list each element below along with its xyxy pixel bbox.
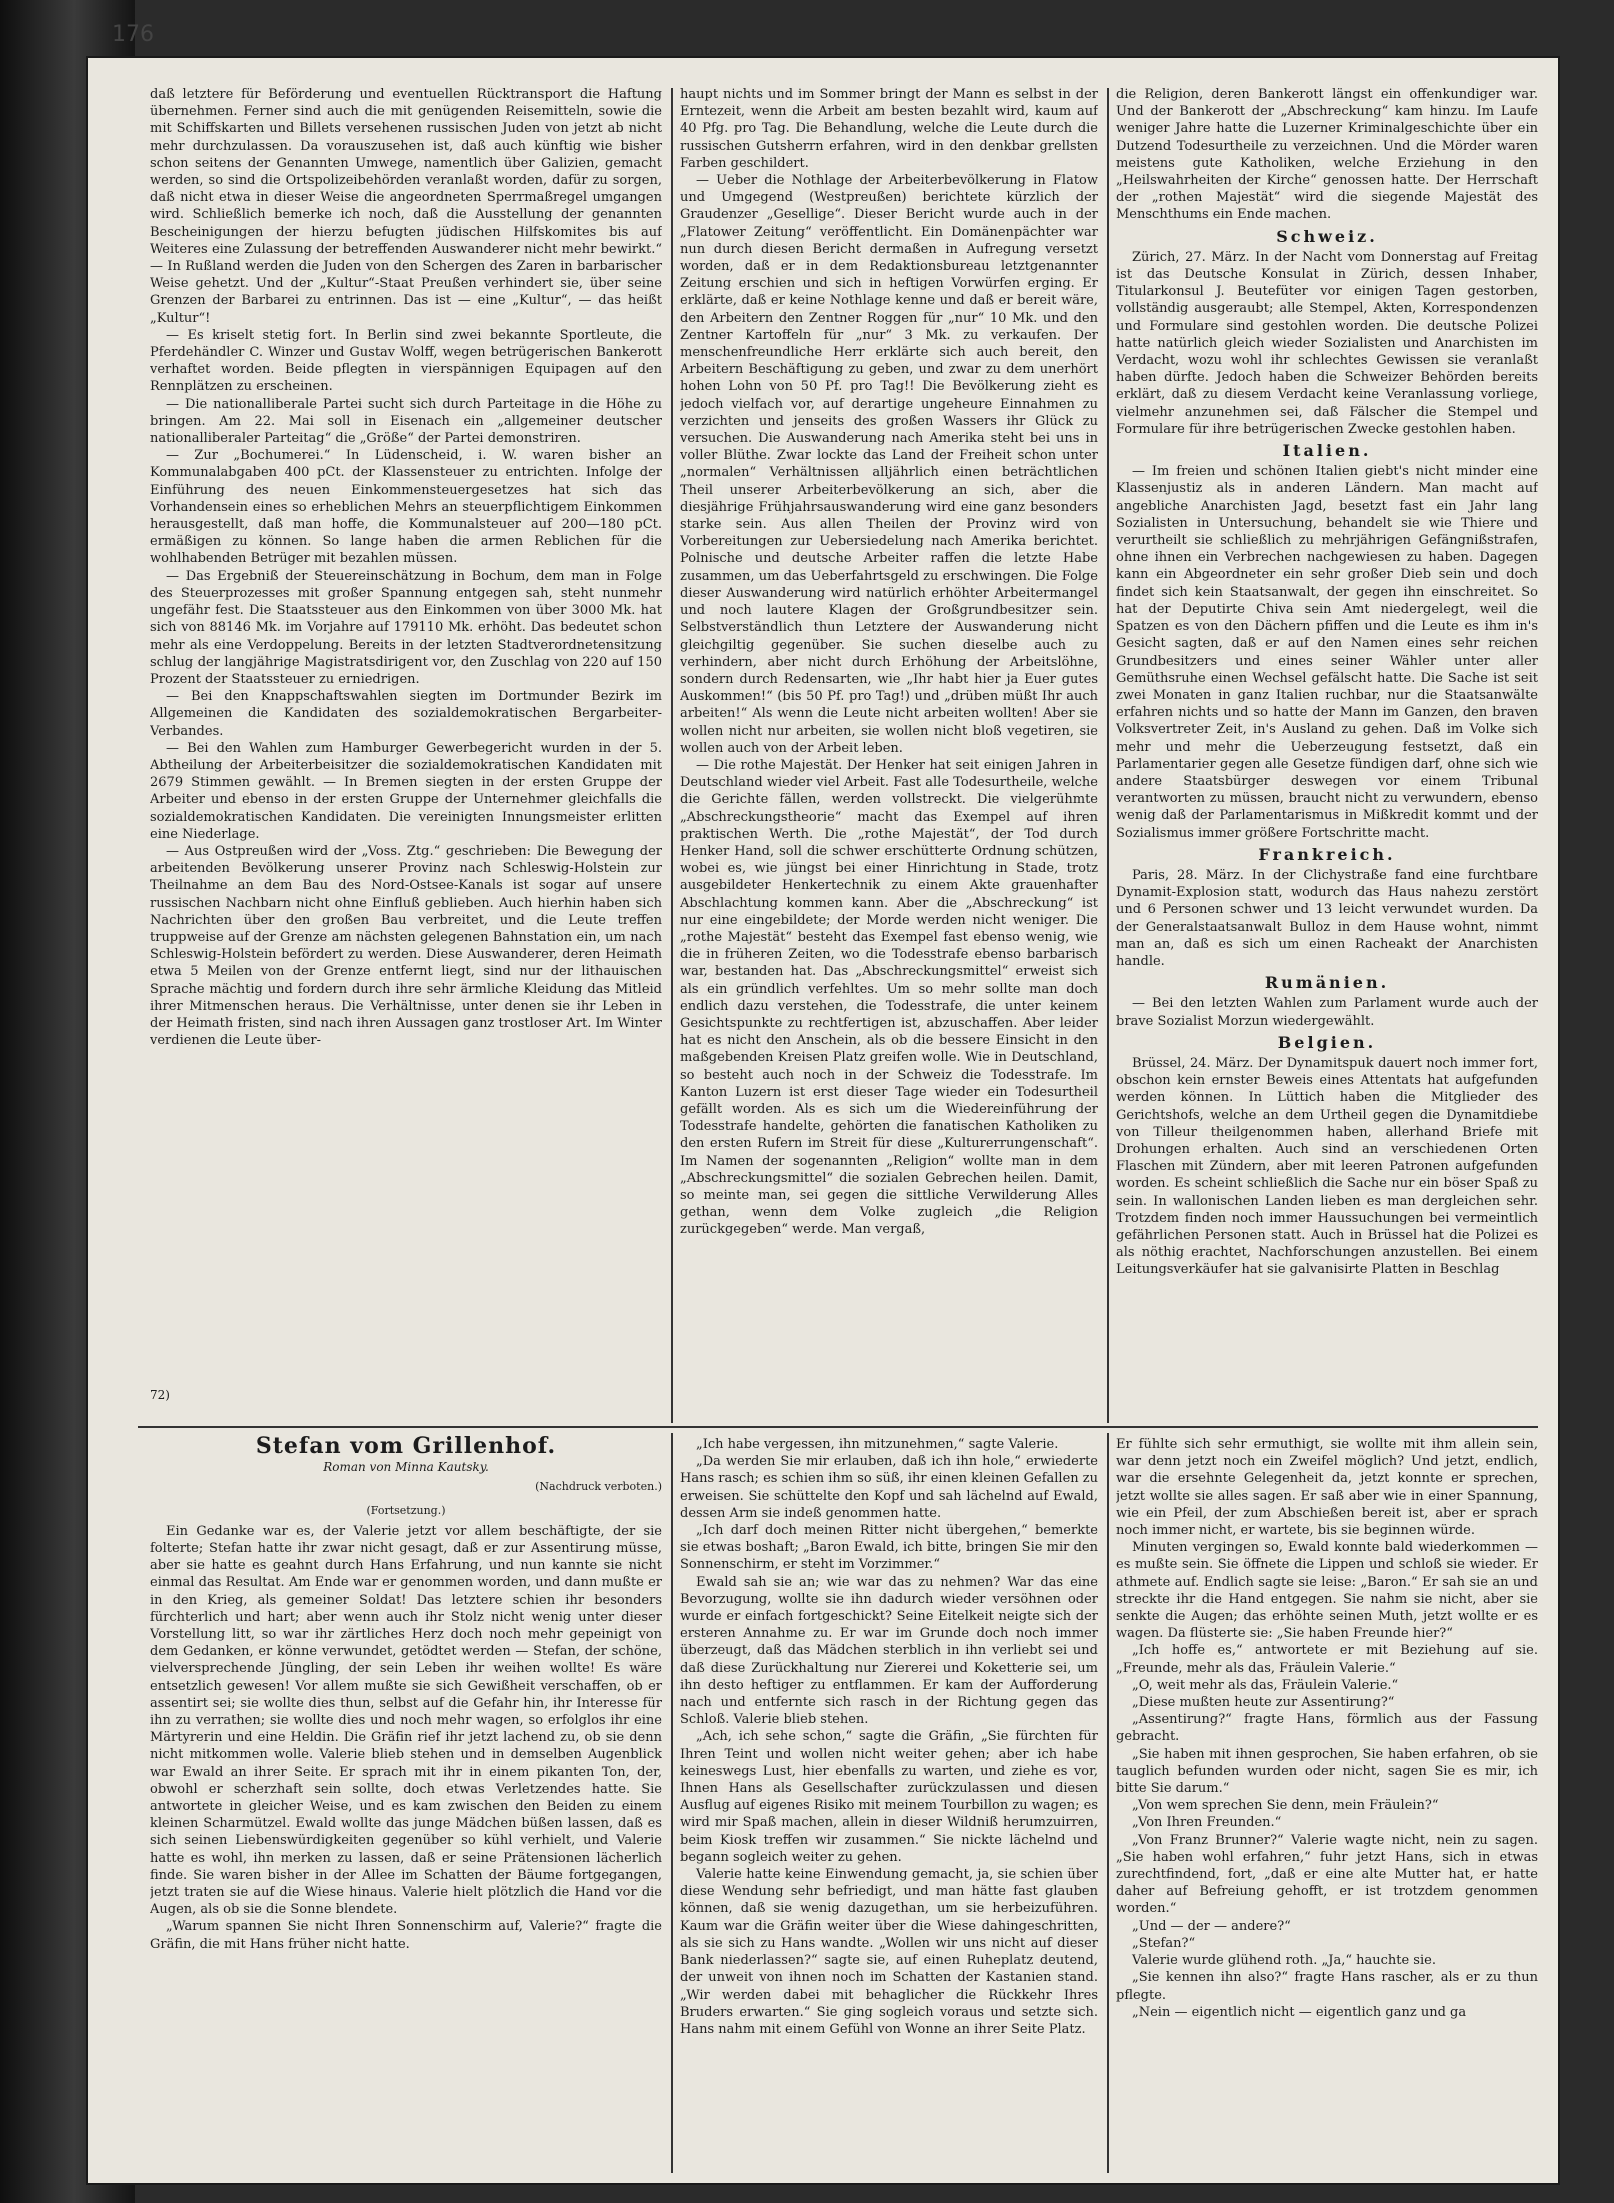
story-paragraph: „Ich darf doch meinen Ritter nicht übergehen,“ bemerkte sie etwas boshaft; „Baron Ewald, ich bitte, bringen Sie mir den Sonnenschirm, er steht im Vorzimmer.“ (680, 1523, 1098, 1573)
news-paragraph: — Es kriselt stetig fort. In Berlin sind zwei bekannte Sportleute, die Pferdehändler C. Winzer und Gustav Wolff, wegen betrügerischen Bankerott verhaftet worden. Beide pflegten in vierspännigen Equipagen auf den Rennplätzen zu erscheinen. (150, 327, 662, 395)
feuilleton-rule (138, 1426, 1538, 1428)
story-paragraph: „Sie haben mit ihnen gesprochen, Sie haben erfahren, ob sie tauglich befunden wurden oder nicht, sagen Sie es mir, ich bitte Sie darum.“ (1116, 1746, 1538, 1797)
story-paragraph: Ewald sah sie an; wie war das zu nehmen? War das eine Bevorzugung, wollte sie ihn dadurch wieder versöhnen oder wurde er einfach fortgeschickt? Seine Eitelkeit neigte sich der ersteren Annahme zu. Er war im Grunde doch noch immer überzeugt, daß das Mädchen sterblich in ihn verliebt sei und daß diese Zurückhaltung nur Ziererei und Koketterie sei, um ihn desto heftiger zu entflammen. Er kam der Aufforderung nach und entfernte sich rasch in der Richtung gegen das Schloß. Valerie blieb stehen. (680, 1574, 1098, 1728)
story-paragraph: „Da werden Sie mir erlauben, daß ich ihn hole,“ erwiederte Hans rasch; es schien ihm so süß, ihr einen kleinen Gefallen zu erweisen. Sie schüttelte den Kopf und sah lächelnd auf Ewald, dessen Arm sie indeß genommen hatte. (680, 1454, 1098, 1521)
page-number: 176 (112, 22, 154, 47)
story-paragraph: Valerie hatte keine Einwendung gemacht, ja, sie schien über diese Wendung sehr befriedigt, und man hätte fast glauben können, daß sie wenig dazugethan, um sie herbeizuführen. Kaum war die Gräfin weiter über die Wiese dahingeschritten, als sie sich zu Hans wandte. „Wollen wir uns nicht auf dieser Bank niederlassen?“ sagte sie, auf einen Ruheplatz deutend, der unweit von ihnen noch im Schatten der Kastanien stand. „Wir werden dabei mit behaglicher die Rückkehr Ihres Bruders erwarten.“ Sie ging sogleich voraus und setzte sich. Hans nahm mit einem Gefühl von Wonne an ihrer Seite Platz. (680, 1867, 1098, 2037)
news-paragraph: Brüssel, 24. März. Der Dynamitspuk dauert noch immer fort, obschon kein ernster Beweis eines Attentats hat aufgefunden werden können. In Lüttich haben die Mitglieder des Gerichtshofs, welche an dem Urtheil gegen die Dynamitdiebe von Tilleur theilgenommen haben, allerhand Briefe mit Drohungen erhalten. Auch sind an verschiedenen Orten Flaschen mit Zündern, aber mit leeren Patronen aufgefunden worden. Es scheint schließlich die Sache nur ein böser Spaß zu sein. In wallonischen Landen lieben es man dergleichen sehr. Trotzdem finden noch immer Haussuchungen bei vermeintlich gefährlichen Personen statt. Auch in Brüssel hat die Polizei es als nöthig erachtet, Nachforschungen anzustellen. Bei einem Leitungsverkäufer hat sie galvanisirte Platten in Beschlag (1116, 1055, 1538, 1278)
news-paragraph: — Aus Ostpreußen wird der „Voss. Ztg.“ geschrieben: Die Bewegung der arbeitenden Bevölkerung unserer Provinz nach Schleswig-Holstein zur Theilnahme an dem Bau des Nord-Ostsee-Kanals ist sogar auf unsere russischen Nachbarn nicht ohne Einfluß geblieben. Auch hierhin haben sich Nachrichten über den großen Bau verbreitet, und die Leute treffen truppweise auf der Grenze am nächsten gelegenen Bahnstation ein, um nach Schleswig-Holstein befördert zu werden. Diese Auswanderer, deren Heimath etwa 5 Meilen von der Grenze entfernt liegt, sind nur der lithauischen Sprache mächtig und fordern durch ihre sehr ärmliche Kleidung das Mitleid ihrer Mitmenschen heraus. Die Verhältnisse, unter denen sie ihr Leben in der Heimath fristen, sind nach ihren Aussagen ganz trostloser Art. Im Winter verdienen die Leute über- (150, 843, 662, 1049)
section-heading-rumaenien: Rumänien. (1264, 973, 1390, 993)
story-paragraph: „Ach, ich sehe schon,“ sagte die Gräfin, „Sie fürchten für Ihren Teint und wollen nicht weiter gehen; aber ich habe keineswegs Lust, hier ebenfalls zu warten, und ziehe es vor, Ihnen Hans als Gesellschafter zurückzulassen und diesen Ausflug auf eigenes Risiko mit meinem Tourbillon zu wagen; es wird mir Spaß machen, allein in dieser Wildniß herumzuirren, beim Kiosk treffen wir zusammen.“ Sie nickte lächelnd und begann sogleich weiter zu gehen. (680, 1729, 1098, 1865)
feuilleton-column-3 (1116, 1436, 1538, 2173)
news-paragraph: — Bei den Wahlen zum Hamburger Gewerbegericht wurden in der 5. Abtheilung der Arbeiterbeisitzer die sozialdemokratischen Kandidaten mit 2679 Stimmen gewählt. — In Bremen siegten in der ersten Gruppe der Arbeiter und ebenso in der ersten Gruppe der Unternehmer gleichfalls die sozialdemokratischen Kandidaten. Die vereinigten Innungsmeister erlitten eine Niederlage. (150, 740, 662, 842)
story-paragraph: „Und — der — andere?“ (1132, 1918, 1291, 1934)
news-column-2 (680, 86, 1098, 1422)
column-rule (1107, 88, 1109, 1423)
newspaper-page (88, 58, 1558, 2183)
story-paragraph: Minuten vergingen so, Ewald konnte bald wiederkommen — es mußte sein. Sie öffnete die Lippen und schloß sie wieder. Er athmete auf. Endlich sagte sie leise: „Baron.“ Er sah sie an und streckte ihr die Hand entgegen. Sie nahm sie nicht, aber sie senkte die Augen; das erhöhte seinen Muth, jetzt wollte er es wagen. Da flüsterte sie: „Sie haben Freunde hier?“ (1116, 1540, 1538, 1642)
column-rule (671, 88, 673, 1423)
feuilleton-author: Roman von Minna Kautsky. (323, 1460, 489, 1475)
news-paragraph: Paris, 28. März. In der Clichystraße fand eine furchtbare Dynamit-Explosion statt, wodurch das Haus nahezu zerstört und 6 Personen schwer und 13 leicht verwundet wurden. Da der Generalstaatsanwalt Bulloz in dem Hause wohnt, nimmt man an, daß es sich um einen Racheakt der Anarchisten handle. (1116, 867, 1538, 969)
story-paragraph: „Von Ihren Freunden.“ (1132, 1815, 1282, 1831)
news-paragraph: daß letztere für Beförderung und eventuellen Rücktransport die Haftung übernehmen. Ferner sind auch die mit genügenden Reisemitteln, sowie die mit Schiffskarten und Billets versehenen russischen Juden von jetzt ab nicht mehr durchzulassen. Da vorauszusehen ist, daß auch künftig wie bisher schon seitens der Genannten Umwege, namentlich über Galizien, gemacht werden, so sind die Ortspolizeibehörden veranlaßt worden, dafür zu sorgen, daß nicht etwa in dieser Weise die angeordneten Sperrmaßregel umgangen wird. Schließlich bemerke ich noch, daß die Ausstellung der genannten Bescheinigungen der hierzu befugten jüdischen Hilfskomites bis auf Weiteres eine Zulassung der betreffenden Auswanderer nicht mehr bewirkt.“ — In Rußland werden die Juden von den Schergen des Zaren in barbarischer Weise gehetzt. Und der „Kultur“-Staat Preußen verhindert sie, über seine Grenzen der Barbarei zu entrinnen. Das ist — eine „Kultur“, — das heißt „Kultur“! (150, 87, 662, 326)
story-paragraph: „Sie kennen ihn also?“ fragte Hans rascher, als er zu thun pflegte. (1116, 1970, 1538, 2003)
news-paragraph: — Zur „Bochumerei.“ In Lüdenscheid, i. W. waren bisher an Kommunalabgaben 400 pCt. der Klassensteuer zu entrichten. Infolge der Einführung des neuen Einkommensteuergesetzes hat sich das Vorhandensein eines so erheblichen Mehrs an steuerpflichtigem Einkommen herausgestellt, daß man hoffe, die Kommunalsteuer auf 200—180 pCt. ermäßigen zu können. So lange haben die armen Reblichen für die wohlhabenden Betrüger mit bezahlen müssen. (150, 448, 662, 567)
news-paragraph: — Ueber die Nothlage der Arbeiterbevölkerung in Flatow und Umgegend (Westpreußen) berichtete kürzlich der Graudenzer „Gesellige“. Dieser Bericht wurde auch in der „Flatower Zeitung“ veröffentlicht. Ein Domänenpächter war nun durch diesen Bericht dermaßen in Aufregung versetzt worden, daß er in dem Redaktionsbureau letztgenannter Zeitung erschien und sich in heftigen Vorwürfen erging. Er erklärte, daß er keine Nothlage kenne und daß er bereit wäre, den Arbeitern den Zentner Roggen für „nur“ 10 Mk. und den Zentner Kartoffeln für „nur“ 3 Mk. zu verkaufen. Der menschenfreundliche Herr erklärte sich auch bereit, den Arbeitern Beschäftigung zu geben, und zwar zu dem unerhört hohen Lohn von 50 Pf. pro Tag!! Die Bevölkerung zieht es jedoch vielfach vor, auf derartige ungeheure Einnahmen zu verzichten und jenseits des großen Wassers ihr Glück zu versuchen. Die Auswanderung nach Amerika steht bei uns in voller Blüthe. Zwar lockte das Land der Freiheit schon unter „normalen“ Verhältnissen alljährlich einen beträchtlichen Theil unserer Arbeiterbevölkerung an sich, aber die diesjährige Frühjahrsauswanderung wird eine ganz besonders starke sein. Aus allen Theilen der Provinz wird von Vorbereitungen zur Uebersiedelung nach Amerika berichtet. Polnische und deutsche Arbeiter raffen die letzte Habe zusammen, um das Ueberfahrtsgeld zu erschwingen. Die Folge dieser Auswanderung wird natürlich erhöhter Arbeitermangel und noch lautere Klagen der Großgrundbesitzer sein. Selbstverständlich thun Letztere der Auswanderung nicht gleichgiltig gegenüber. Sie suchen dieselbe auch zu verhindern, aber nicht durch Erhöhung der Arbeitslöhne, sondern durch Redensarten, wie „Ihr habt hier ja Euer gutes Auskommen!“ (bis 50 Pf. pro Tag!) und „drüben müßt Ihr auch arbeiten!“ Als wenn die Leute nicht arbeiten wollten! Aber sie wollen nicht nur arbeiten, sie wollen nicht bloß vegetiren, sie wollen auch von der Arbeit leben. (680, 173, 1098, 756)
story-paragraph: „Stefan?“ (1132, 1935, 1196, 1951)
story-paragraph: „Von wem sprechen Sie denn, mein Fräulein?“ (1132, 1798, 1439, 1814)
story-paragraph: „Nein — eigentlich nicht — eigentlich ganz und ga (1132, 2004, 1467, 2020)
feuilleton-column-2 (680, 1436, 1098, 2173)
section-heading-schweiz: Schweiz. (1276, 226, 1378, 246)
section-heading-frankreich: Frankreich. (1258, 844, 1396, 864)
feuilleton-title: Stefan vom Grillenhof. (255, 1436, 557, 1459)
news-column-1 (150, 86, 662, 1422)
news-paragraph: Zürich, 27. März. In der Nacht vom Donnerstag auf Freitag ist das Deutsche Konsulat in Zürich, dessen Inhaber, Titularkonsul J. Beutefüter vor einigen Tagen gestorben, vollständig ausgeraubt; alle Stempel, Akten, Korrespondenzen und Formulare sind gestohlen worden. Die deutsche Polizei hatte natürlich gleich wieder Sozialisten und Anarchisten im Verdacht, wozu wohl ihr schlechtes Gewissen sie veranlaßt haben dürfte. Jedoch haben die Schweizer Behörden bereits erklärt, daß zu diesem Verdacht keine Veranlassung vorliege, vielmehr anzunehmen sei, daß Fälscher die Stempel und Formulare für ihre betrügerischen Zwecke gestohlen haben. (1116, 249, 1538, 437)
column-rule (1107, 1433, 1109, 2173)
news-paragraph: — Im freien und schönen Italien giebt's nicht minder eine Klassenjustiz als in anderen Ländern. Man macht auf angebliche Anarchisten Jagd, besetzt fast ein Jahr lang Sozialisten in Untersuchung, behandelt sie wie Thiere und verurtheilt sie schließlich zu mehrjährigen Gefängnißstrafen, ohne ihnen ein Verbrechen nachgewiesen zu haben. Dagegen kann ein Abgeordneter ein sehr großer Dieb sein und doch findet sich kein Staatsanwalt, der gegen ihn einschreitet. So hat der Deputirte Chiva sein Amt niedergelegt, weil die Spatzen es von den Dächern pfiffen und die Leute es ihm in's Gesicht sagten, daß er auf den Namen eines sehr reichen Grundbesitzers und eines seiner Wähler unter aller Gemüthsruhe einen Wechsel gefälscht hatte. Die Sache ist seit zwei Monaten in ganz Italien ruchbar, nur die Staatsanwälte erfahren nichts und so hatte der Mann im Ganzen, den braven Volksvertreter Zeit, in's Ausland zu gehen. Daß im Volke sich mehr und mehr die Ueberzeugung festsetzt, daß ein Parlamentarier gegen alle Gesetze fündigen darf, ohne sich wie andere Staatsbürger deswegen vor einem Tribunal verantworten zu müssen, braucht nicht zu verwundern, ebenso wenig daß der Parlamentarismus in Mißkredit kommt und der Sozialismus immer größere Fortschritte macht. (1116, 464, 1538, 841)
story-paragraph: „Diese mußten heute zur Assentirung?“ (1132, 1695, 1395, 1711)
story-paragraph: „Warum spannen Sie nicht Ihren Sonnenschirm auf, Valerie?“ fragte die Gräfin, die mit Hans früher nicht hatte. (150, 1919, 662, 1952)
column-rule (671, 1433, 673, 2173)
news-paragraph: — Bei den Knappschaftswahlen siegten im Dortmunder Bezirk im Allgemeinen die Kandidaten des sozialdemokratischen Bergarbeiter-Verbandes. (150, 689, 662, 739)
story-paragraph: „Von Franz Brunner?“ Valerie wagte nicht, nein zu sagen. „Sie haben wohl erfahren,“ fuhr jetzt Hans, sich in etwas zurechtfindend, fort, „daß er eine alte Mutter hat, er hatte daher auf Befreiung gehofft, er ist trotzdem genommen worden.“ (1116, 1832, 1538, 1917)
news-column-3 (1116, 86, 1538, 1422)
story-paragraph: „Ich hoffe es,“ antwortete er mit Beziehung auf sie. „Freunde, mehr als das, Fräulein Valerie.“ (1116, 1643, 1538, 1676)
story-paragraph: Er fühlte sich sehr ermuthigt, sie wollte mit ihm allein sein, war denn jetzt noch ein Zweifel möglich? Und jetzt, endlich, war die ersehnte Gelegenheit da, jetzt konnte er sprechen, jetzt wollte sie alles sagen. Er saß aber wie in einer Spannung, wie ein Pfeil, der zum Abschießen bereit ist, aber er sprach noch immer nicht, er wartete, bis sie beginnen würde. (1116, 1437, 1538, 1539)
news-paragraph: — Die nationalliberale Partei sucht sich durch Parteitage in die Höhe zu bringen. Am 22. Mai soll in Eisenach ein „allgemeiner deutscher nationalliberaler Parteitag“ die „Größe“ der Partei demonstriren. (150, 396, 662, 447)
continuation-note: (Fortsetzung.) (366, 1503, 446, 1517)
reprint-notice: (Nachdruck verboten.) (535, 1480, 662, 1494)
news-paragraph: — Das Ergebniß der Steuereinschätzung in Bochum, dem man in Folge des Steuerprozesses mit großer Spannung entgegen sah, steht nunmehr ungefähr fest. Die Staatssteuer aus den Einkommen von über 3000 Mk. hat sich von 88146 Mk. im Vorjahre auf 179110 Mk. erhöht. Das bedeutet schon mehr als eine Verdoppelung. Bereits in der letzten Stadtverordnetensitzung schlug der langjährige Magistratsdirigent vor, den Zuschlag von 220 auf 150 Prozent der Staatssteuer zu erniedrigen. (150, 568, 662, 687)
section-heading-belgien: Belgien. (1277, 1032, 1377, 1052)
story-paragraph: Ein Gedanke war es, der Valerie jetzt vor allem beschäftigte, der sie folterte; Stefan hatte ihr zwar nicht gesagt, daß er zur Assentirung müsse, aber sie hatte es geahnt durch Hans Erfahrung, und nun kannte sie nicht einmal das Resultat. Am Ende war er genommen worden, und dann mußte er in den Krieg, als gemeiner Soldat! Das letztere schien ihr besonders fürchterlich und hart; aber wenn auch ihr Stolz nicht wenig unter dieser Vorstellung litt, so war ihr zärtliches Herz doch noch mehr gepeinigt von dem Gedanken, er könne verwundet, getödtet werden — Stefan, der schöne, vielversprechende Jüngling, der sein Leben ihr weihen wollte! Es wäre entsetzlich gewesen! Vor allem mußte sie sich Gewißheit verschaffen, ob er assentirt sei; sie wollte dies thun, selbst auf die Gefahr hin, ihr Interesse für ihn zu verrathen; sie wollte dies und noch mehr wagen, so erfolglos ihr eine Märtyrerin und eine Heldin. Die Gräfin rief ihr jetzt lachend zu, ob sie denn nicht mitkommen wolle. Valerie blieb stehen und in demselben Augenblick war Ewald an ihrer Seite. Er sprach mit ihr in einem pikanten Ton, der, obwohl er scherzhaft sein sollte, doch etwas Verletzendes hatte. Sie antwortete in gleicher Weise, und es kam zwischen den Beiden zu einem kleinen Scharmützel. Ewald wollte das junge Mädchen büßen lassen, daß es sich seinen Liebenswürdigkeiten gegenüber so kühl verhielt, und Valerie hatte es wohl, ihn merken zu lassen, daß er seine Prätensionen lächerlich finde. Sie waren bisher in der Allee im Schatten der Bäume fortgegangen, jetzt traten sie auf die Wiese hinaus. Valerie hielt plötzlich die Hand vor die Augen, als ob sie die Sonne blendete. (150, 1523, 662, 1918)
feuilleton-number: 72) (150, 1388, 170, 1402)
news-paragraph: — Die rothe Majestät. Der Henker hat seit einigen Jahren in Deutschland wieder viel Arbeit. Fast alle Todesurtheile, welche die Gerichte fällen, werden vollstreckt. Die vielgerühmte „Abschreckungstheorie“ macht das Exempel auf ihren praktischen Werth. Die „rothe Majestät“, der Tod durch Henker Hand, soll die schwer erschütterte Ordnung schützen, wobei es, wie jüngst bei einer Hinrichtung in Stade, trotz ausgebildeter Henkertechnik zu einem Akte grauenhafter Abschlachtung kommen kann. Aber die „Abschreckung“ ist nur eine eingebildete; der Morde werden nicht weniger. Die „rothe Majestät“ besteht das Exempel fast ebenso wenig, wie die in früheren Zeiten, wo die Todesstrafe ebenso barbarisch war, bestanden hat. Das „Abschreckungsmittel“ erweist sich als ein gründlich verfehltes. Um so mehr sollte man doch endlich dazu verstehen, die Todesstrafe, die unter keinem Gesichtspunkte zu rechtfertigen ist, abzuschaffen. Aber leider hat es nicht den Anschein, als ob die bessere Einsicht in den maßgebenden Kreisen Platz greifen wolle. Wie in Deutschland, so besteht auch noch in der Schweiz die Todesstrafe. Im Kanton Luzern ist erst dieser Tage wieder ein Todesurtheil gefällt worden. Als es sich um die Wiedereinführung der Todesstrafe handelte, gehörten die fanatischen Katholiken zu den ersten Rufern im Streit für diese „Kulturerrungenschaft“. Im Namen der sogenannten „Religion“ wollte man in dem „Abschreckungsmittel“ die sozialen Gebrechen heilen. Damit, so meinte man, sei gegen die sittliche Verwilderung Alles gethan, wenn dem Volke zugleich „die Religion zurückgegeben“ werde. Man vergaß, (680, 757, 1098, 1238)
section-heading-italien: Italien. (1282, 441, 1372, 461)
news-paragraph: die Religion, deren Bankerott längst ein offenkundiger war. Und der Bankerott der „Abschreckung“ kam hinzu. Im Laufe weniger Jahre hatte die Luzerner Kriminalgeschichte über ein Dutzend Todesurtheile zu verzeichnen. Und die Mörder waren meistens gute Katholiken, welche Erziehung in den „Heilswahrheiten der Kirche“ genossen hatte. Der Herrschaft der „rothen Majestät“ wird die siegende Majestät des Menschthums ein Ende machen. (1116, 87, 1538, 223)
story-paragraph: „Assentirung?“ fragte Hans, förmlich aus der Fassung gebracht. (1116, 1712, 1538, 1745)
news-paragraph: haupt nichts und im Sommer bringt der Mann es selbst in der Erntezeit, wenn die Arbeit am besten bezahlt wird, kaum auf 40 Pfg. pro Tag. Die Behandlung, welche die Leute durch die russischen Gutsherrn erfahren, wird in den denkbar grellsten Farben geschildert. (680, 87, 1098, 171)
story-paragraph: „Ich habe vergessen, ihn mitzunehmen,“ sagte Valerie. (696, 1437, 1059, 1452)
story-paragraph: Valerie wurde glühend roth. „Ja,“ hauchte sie. (1132, 1953, 1436, 1969)
feuilleton-column-1 (150, 1436, 662, 2173)
news-paragraph: — Bei den letzten Wahlen zum Parlament wurde auch der brave Sozialist Morzun wiedergewählt. (1116, 996, 1538, 1029)
story-paragraph: „O, weit mehr als das, Fräulein Valerie.“ (1132, 1677, 1399, 1693)
